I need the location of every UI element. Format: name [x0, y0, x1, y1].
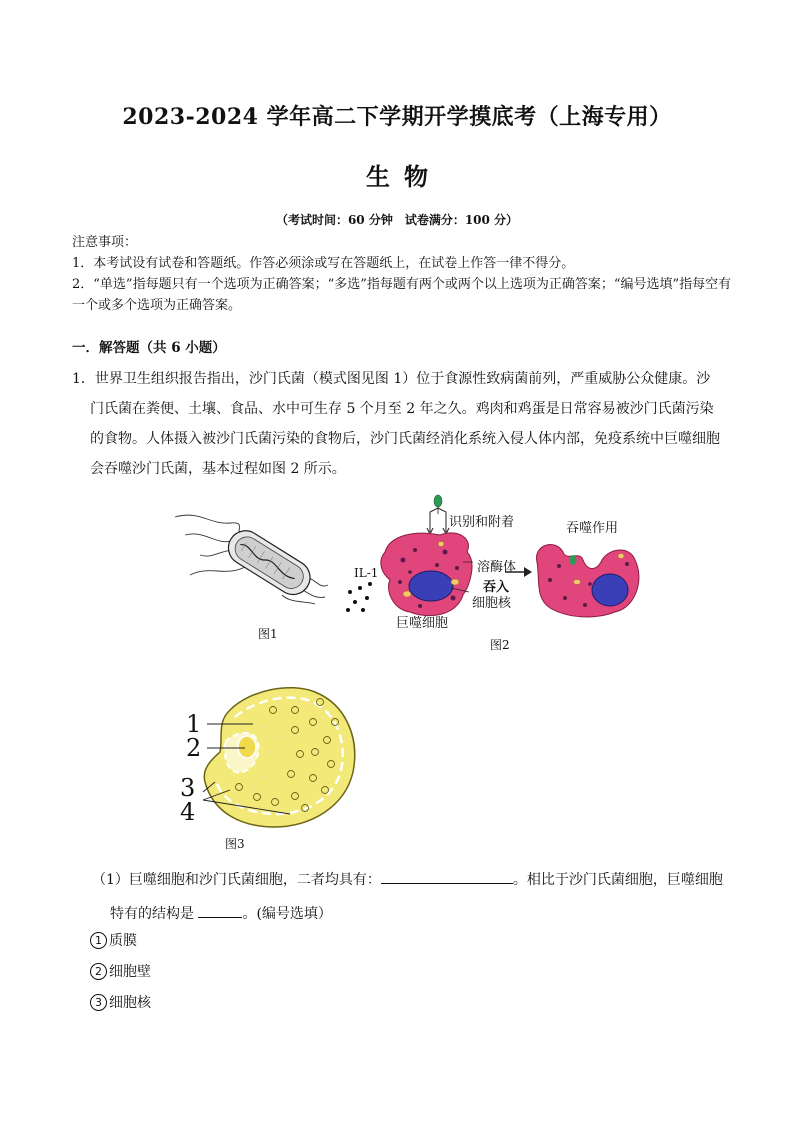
fig2-nucleus-label: 细胞核: [472, 596, 512, 611]
note-item: 2．“单选”指每题只有一个选项为正确答案；“多选”指每题有两个或两个以上选项为正确答案；“编号选填”指每空有一个或多个选项为正确答案。: [72, 277, 732, 313]
fig2-phagocytosis-label: 吞噬作用: [566, 521, 619, 536]
fig3-number-4: 4: [180, 798, 196, 826]
figure-3-cell: [195, 682, 365, 832]
option-text: 细胞核: [109, 995, 151, 1011]
fig3-number-2: 2: [186, 734, 202, 762]
figure-1-label: 图1: [258, 627, 278, 641]
subquestion-1-text-a: （1）巨噬细胞和沙门氏菌细胞，二者均具有：: [92, 872, 381, 888]
fig2-macrophage-label: 巨噬细胞: [396, 616, 449, 631]
section-title: 一．解答题（共 6 小题）: [72, 340, 226, 356]
fig3-number-3: 3: [180, 774, 196, 802]
fig2-il1-label: IL-1: [354, 566, 379, 580]
option-number: 1: [90, 932, 107, 949]
option-3: [90, 992, 151, 1012]
fig2-lysosome-label: 溶酶体: [477, 560, 517, 575]
subject-title: 生物: [366, 162, 442, 191]
exam-info: （考试时间：60 分钟 试卷满分：100 分）: [275, 213, 519, 227]
figure-2-label: 图2: [490, 638, 510, 652]
option-number: 3: [90, 994, 107, 1011]
option-text: 质膜: [109, 933, 137, 949]
page-title: 2023-2024 学年高二下学期开学摸底考（上海专用）: [122, 104, 672, 130]
fig2-recognize-label: 识别和附着: [449, 515, 515, 530]
option-text: 细胞壁: [109, 964, 151, 980]
option-2: [90, 961, 151, 981]
option-number: 2: [90, 963, 107, 980]
fig3-number-1: 1: [186, 710, 202, 738]
notes-block: [72, 232, 732, 316]
answer-blank-2[interactable]: [198, 903, 242, 918]
option-1: [90, 930, 137, 950]
note-item: 1．本考试设有试卷和答题纸。作答必须涂或写在答题纸上，在试卷上作答一律不得分。: [72, 256, 575, 271]
subquestion-1: [92, 863, 724, 931]
subquestion-1-text-c: 。(编号选填）: [242, 906, 332, 922]
figure-1-bacterium: [170, 505, 330, 605]
figure-3-label: 图3: [225, 837, 245, 851]
notes-heading: 注意事项：: [72, 235, 138, 250]
answer-blank-1[interactable]: [381, 869, 513, 884]
subquestion-1-text-b: 。相比于沙门氏菌细胞，巨噬细胞特有的结构是: [110, 872, 723, 922]
question-1-stem: 1．世界卫生组织报告指出，沙门氏菌（模式图见图 1）位于食源性致病菌前列，严重威胁公众健康。沙门氏菌在粪便、土壤、食品、水中可生存 5 个月至 2 年之久。鸡肉和鸡蛋是日常容易被沙门氏菌污染的食物。人体摄入被沙门氏菌污染的食物后，沙门氏菌经消化系统入侵人体内部，免疫系统中巨噬细胞会吞噬沙门氏菌，基本过程如图 2 所示。: [72, 371, 720, 477]
fig2-engulf-label: 吞入: [483, 580, 510, 595]
